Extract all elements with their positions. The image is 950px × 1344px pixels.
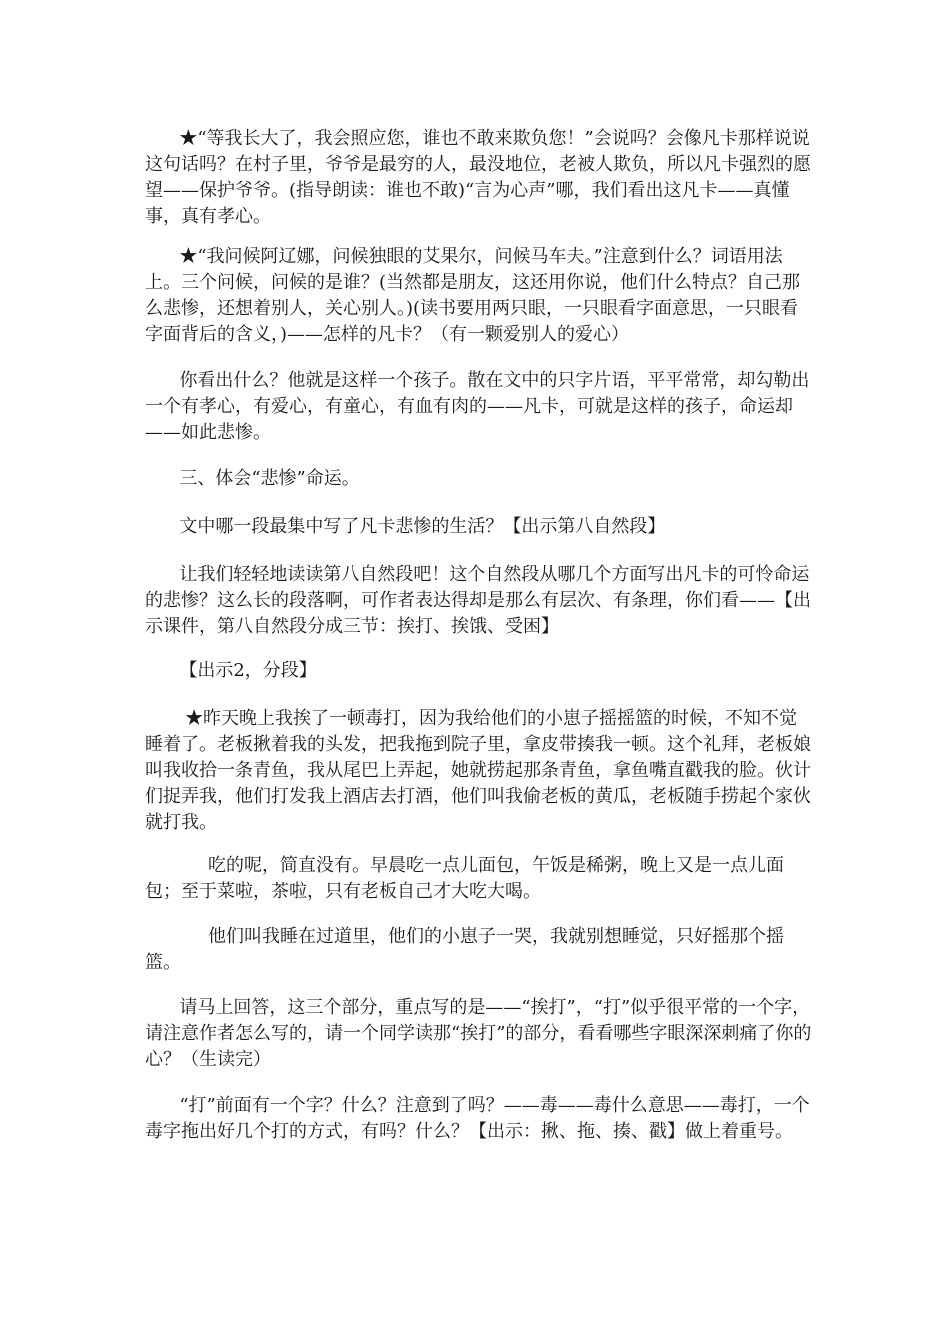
section-heading: 三、体会“悲惨”命运。: [145, 468, 360, 489]
paragraph-6: 【出示2，分段】: [145, 660, 317, 681]
paragraph-7: 请马上回答，这三个部分，重点写的是——“挨打”，“打”似乎很平常的一个字，请注意作者怎么写的，请一个同学读那“挨打”的部分，看看哪些字眼深深刺痛了你的心？（生读完）: [145, 997, 812, 1070]
paragraph-5: 让我们轻轻地读读第八自然段吧！这个自然段从哪几个方面写出凡卡的可怜命运的悲惨？这么长的段落啊，可作者表达得却是那么有层次、有条理，你们看——【出示课件，第八自然段分成三节：挨打、挨饿、受困】: [145, 564, 811, 637]
paragraph-2: ★“我问候阿辽娜，问候独眼的艾果尔，问候马车夫。”注意到什么？词语用法上。三个问候，问候的是谁？(当然都是朋友，这还用你说，他们什么特点？自己那么悲惨，还想着别人，关心别人。)(读书要用两只眼，一只眼看字面意思，一只眼看字面背后的含义，)——怎样的凡卡？（有一颗爱别人的爱心）: [145, 246, 801, 345]
paragraph-3: 你看出什么？他就是这样一个孩子。散在文中的只字片语，平平常常，却勾勒出一个有孝心，有爱心，有童心，有血有肉的——凡卡，可就是这样的孩子，命运却——如此悲惨。: [145, 370, 810, 443]
paragraph-4: 文中哪一段最集中写了凡卡悲惨的生活？【出示第八自然段】: [145, 516, 666, 537]
paragraph-1: ★“等我长大了，我会照应您，谁也不敢来欺负您！”会说吗？会像凡卡那样说说这句话吗？在村子里，爷爷是最穷的人，最没地位，老被人欺负，所以凡卡强烈的愿望——保护爷爷。(指导朗读：谁也不敢)“言为心声”哪，我们看出这凡卡——真懂事，真有孝心。: [145, 128, 811, 227]
quoted-passage-hunger: 吃的呢，简直没有。早晨吃一点儿面包，午饭是稀粥，晚上又是一点儿面包；至于菜啦，茶啦，只有老板自己才大吃大喝。: [145, 855, 784, 902]
paragraph-8: “打”前面有一个字？什么？注意到了吗？——毒——毒什么意思——毒打，一个毒字拖出好几个打的方式，有吗？什么？【出示：揪、拖、揍、戳】做上着重号。: [145, 1095, 810, 1142]
quoted-passage-sleep: 他们叫我睡在过道里，他们的小崽子一哭，我就别想睡觉，只好摇那个摇篮。: [145, 926, 784, 973]
quoted-passage-beating: ★昨天晚上我挨了一顿毒打，因为我给他们的小崽子摇摇篮的时候，不知不觉睡着了。老板揪着我的头发，把我拖到院子里，拿皮带揍我一顿。这个礼拜，老板娘叫我收拾一条青鱼，我从尾巴上弄起，她就捞起那条青鱼，拿鱼嘴直戳我的脸。伙计们捉弄我，他们打发我上酒店去打酒，他们叫我偷老板的黄瓜，老板随手捞起个家伙就打我。: [145, 708, 811, 833]
